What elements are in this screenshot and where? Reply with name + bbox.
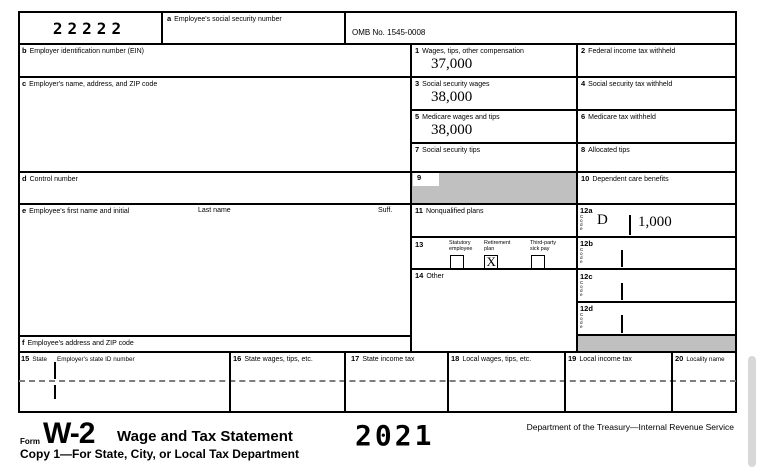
box-c-label: c Employer's name, address, and ZIP code (22, 79, 158, 88)
line-row-35 (410, 109, 737, 111)
line-above-f (18, 335, 412, 337)
state-id-separator-top (54, 362, 56, 379)
footer-title: Wage and Tax Statement (117, 428, 293, 445)
line-row-57 (410, 142, 737, 144)
line-row-cd (18, 171, 737, 173)
box-6-label: 6 Medicare tax withheld (581, 112, 656, 121)
state-id-separator-bottom (54, 385, 56, 399)
footer-form-word: Form (20, 437, 40, 446)
footer-copy-line: Copy 1—For State, City, or Local Tax Department (20, 447, 299, 461)
box-a-label: a Employee's social security number (167, 14, 282, 23)
line-19-20 (671, 351, 673, 412)
box-20-label: 20 Locality name (675, 354, 725, 363)
line-above-state-row (18, 351, 737, 353)
state-row-dashed-line (19, 380, 736, 382)
line-left-mid (410, 43, 412, 353)
box-12a-separator (629, 215, 631, 235)
line-mid-right (576, 43, 578, 353)
statutory-employee-label: Statutory employee (449, 240, 473, 252)
box-11-label: 11 Nonqualified plans (415, 206, 484, 215)
box-e-label: e Employee's first name and initial (22, 206, 130, 215)
box-12b-separator (621, 250, 623, 267)
box-14-label: 14 Other (415, 271, 444, 280)
footer-agency: Department of the Treasury—Internal Revenue Service (526, 422, 734, 432)
box-18-label: 18 Local wages, tips, etc. (451, 354, 532, 363)
border-top (18, 11, 737, 13)
border-bottom (18, 411, 737, 413)
line-15-16 (229, 351, 231, 412)
box-12b-label: 12b (580, 239, 593, 248)
box-12c-label: 12c (580, 272, 593, 281)
third-party-sick-pay-checkbox[interactable] (531, 255, 545, 269)
box-3-value[interactable]: 38,000 (431, 89, 473, 105)
box-12a-amount[interactable]: 1,000 (638, 214, 672, 230)
box-3-label: 3 Social security wages (415, 79, 490, 88)
box-e-lastname-label: Last name (198, 207, 231, 214)
box-12c-separator (621, 283, 623, 300)
box-2-label: 2 Federal income tax withheld (581, 46, 676, 55)
line-12d-bottom (576, 334, 737, 336)
box-12c-code-caption: Code (580, 280, 584, 297)
box-12d-code-caption: Code (580, 312, 584, 329)
box-d-label: d Control number (22, 174, 78, 183)
line-16-17 (344, 351, 346, 412)
box-1-label: 1 Wages, tips, other compensation (415, 46, 524, 55)
box-7-label: 7 Social security tips (415, 145, 481, 154)
box-5-label: 5 Medicare wages and tips (415, 112, 500, 121)
box-12b-code-caption: Code (580, 247, 584, 264)
box-16-label: 16 State wages, tips, etc. (233, 354, 313, 363)
line-row-bc (18, 76, 737, 78)
omb-number: OMB No. 1545-0008 (352, 28, 426, 37)
box-15-label: 15 State Employer's state ID number (21, 354, 135, 363)
box-17-label: 17 State income tax (351, 354, 415, 363)
scrollbar-thumb[interactable] (748, 356, 756, 467)
box-1-value[interactable]: 37,000 (431, 56, 473, 72)
line-18-19 (564, 351, 566, 412)
retirement-plan-label: Retirement plan (484, 240, 511, 252)
box-9-label-chip (413, 173, 439, 186)
footer-year: 2021 (355, 419, 435, 452)
box-12a-label: 12a (580, 206, 593, 215)
box-12a-code-caption: Code (580, 214, 584, 231)
box-12d-shaded-bar (578, 336, 735, 351)
footer-form-id: W-2 (43, 417, 95, 450)
box-e-suffix-label: Suff. (378, 207, 393, 214)
line-22222-a (161, 11, 163, 44)
line-a-omb (344, 11, 346, 44)
box-12d-label: 12d (580, 304, 593, 313)
box-9-number: 9 (417, 173, 422, 182)
third-party-sick-pay-label: Third-party sick pay (530, 240, 557, 252)
box-f-label: f Employee's address and ZIP code (22, 338, 134, 347)
box-12d-separator (621, 315, 623, 333)
box-5-value[interactable]: 38,000 (431, 122, 473, 138)
statutory-employee-checkbox[interactable] (450, 255, 464, 269)
box-13-number: 13 (415, 240, 424, 249)
box-12a-code-value[interactable]: D (597, 212, 608, 228)
line-12c-12d (576, 301, 737, 303)
retirement-plan-checkmark: X (486, 253, 496, 269)
box-19-label: 19 Local income tax (568, 354, 632, 363)
box-10-label: 10 Dependent care benefits (581, 174, 669, 183)
retirement-plan-checkbox[interactable] (484, 255, 498, 269)
line-row-de (18, 203, 737, 205)
line-row-11-13 (410, 236, 737, 238)
box-4-label: 4 Social security tax withheld (581, 79, 673, 88)
batch-code: 22222 (52, 19, 127, 38)
box-8-label: 8 Allocated tips (581, 145, 630, 154)
line-under-header (18, 43, 737, 45)
line-17-18 (447, 351, 449, 412)
box-b-label: b Employer identification number (EIN) (22, 46, 144, 55)
